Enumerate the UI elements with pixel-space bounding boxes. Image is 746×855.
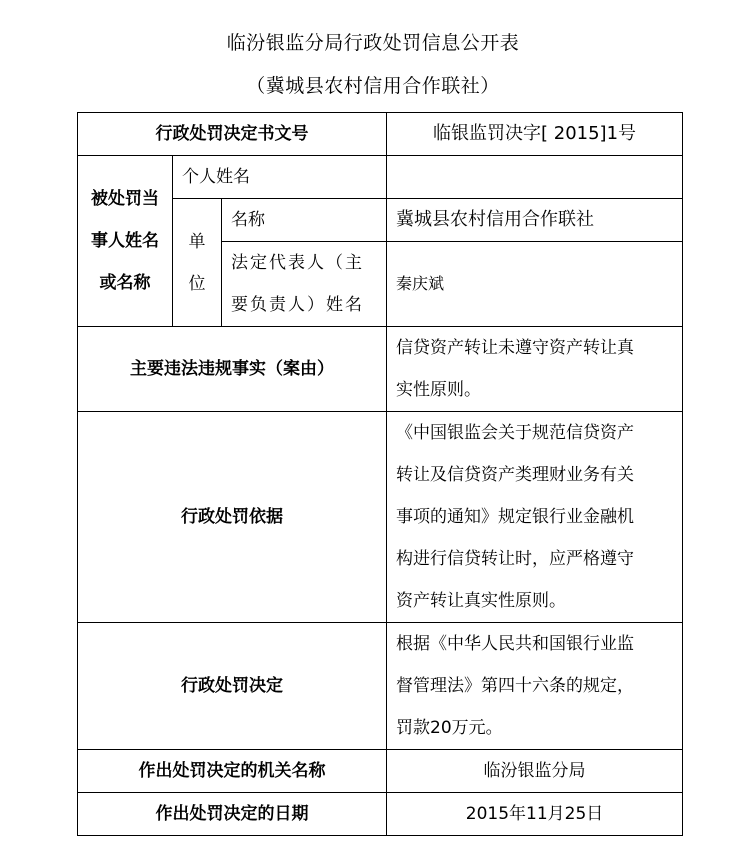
violation-value <box>387 327 683 412</box>
document-subtitle: （冀城县农村信用合作联社） <box>246 75 500 97</box>
basis-value-line: 构进行信贷转让时，应严格遵守 <box>396 549 635 569</box>
decision-value-line: 根据《中华人民共和国银行业监 <box>396 634 635 654</box>
unit-name-value: 冀城县农村信用合作联社 <box>387 199 683 242</box>
doc-number-label: 行政处罚决定书文号 <box>78 113 387 156</box>
legal-rep-value: 秦庆斌 <box>387 242 683 327</box>
basis-value-line: 转让及信贷资产类理财业务有关 <box>396 465 635 485</box>
basis-label: 行政处罚依据 <box>78 412 387 623</box>
doc-number-value: 临银监罚决字[ 2015]1号 <box>387 113 683 156</box>
party-label-line: 事人姓名 <box>91 231 159 251</box>
decision-value <box>387 623 683 750</box>
decision-value-line: 罚款20万元。 <box>396 718 503 738</box>
table-row-doc-number <box>78 113 683 156</box>
decision-label: 行政处罚决定 <box>78 623 387 750</box>
legal-rep-label-line: 要负责人）姓名 <box>231 295 364 315</box>
penalty-info-table <box>77 112 683 836</box>
unit-label-line: 位 <box>188 273 206 294</box>
table-row-violation <box>78 327 683 412</box>
decision-value-line: 督管理法》第四十六条的规定， <box>396 676 635 696</box>
document-title: 临汾银监分局行政处罚信息公开表 <box>226 32 520 54</box>
violation-label: 主要违法违规事实（案由） <box>78 327 387 412</box>
basis-value <box>387 412 683 623</box>
date-value: 2015年11月25日 <box>387 793 683 836</box>
unit-label <box>173 199 222 327</box>
party-label-line: 被处罚当 <box>91 189 159 209</box>
basis-value-line: 资产转让真实性原则。 <box>396 591 567 611</box>
violation-value-line: 实性原则。 <box>396 380 482 400</box>
table-row-decision <box>78 623 683 750</box>
unit-name-label: 名称 <box>222 199 387 242</box>
authority-value: 临汾银监分局 <box>387 750 683 793</box>
violation-value-line: 信贷资产转让未遵守资产转让真 <box>396 338 635 358</box>
legal-rep-label <box>222 242 387 327</box>
date-label: 作出处罚决定的日期 <box>78 793 387 836</box>
table-row-date <box>78 793 683 836</box>
unit-label-line: 单 <box>188 231 206 252</box>
individual-name-value <box>387 156 683 199</box>
individual-name-label: 个人姓名 <box>173 156 387 199</box>
table-row-authority <box>78 750 683 793</box>
party-label-line: 或名称 <box>99 273 151 293</box>
legal-rep-label-line: 法定代表人（主 <box>231 253 364 273</box>
table-row-individual-name <box>78 156 683 199</box>
table-row-basis <box>78 412 683 623</box>
basis-value-line: 事项的通知》规定银行业金融机 <box>396 507 635 527</box>
basis-value-line: 《中国银监会关于规范信贷资产 <box>396 423 635 443</box>
party-label <box>78 156 173 327</box>
authority-label: 作出处罚决定的机关名称 <box>78 750 387 793</box>
